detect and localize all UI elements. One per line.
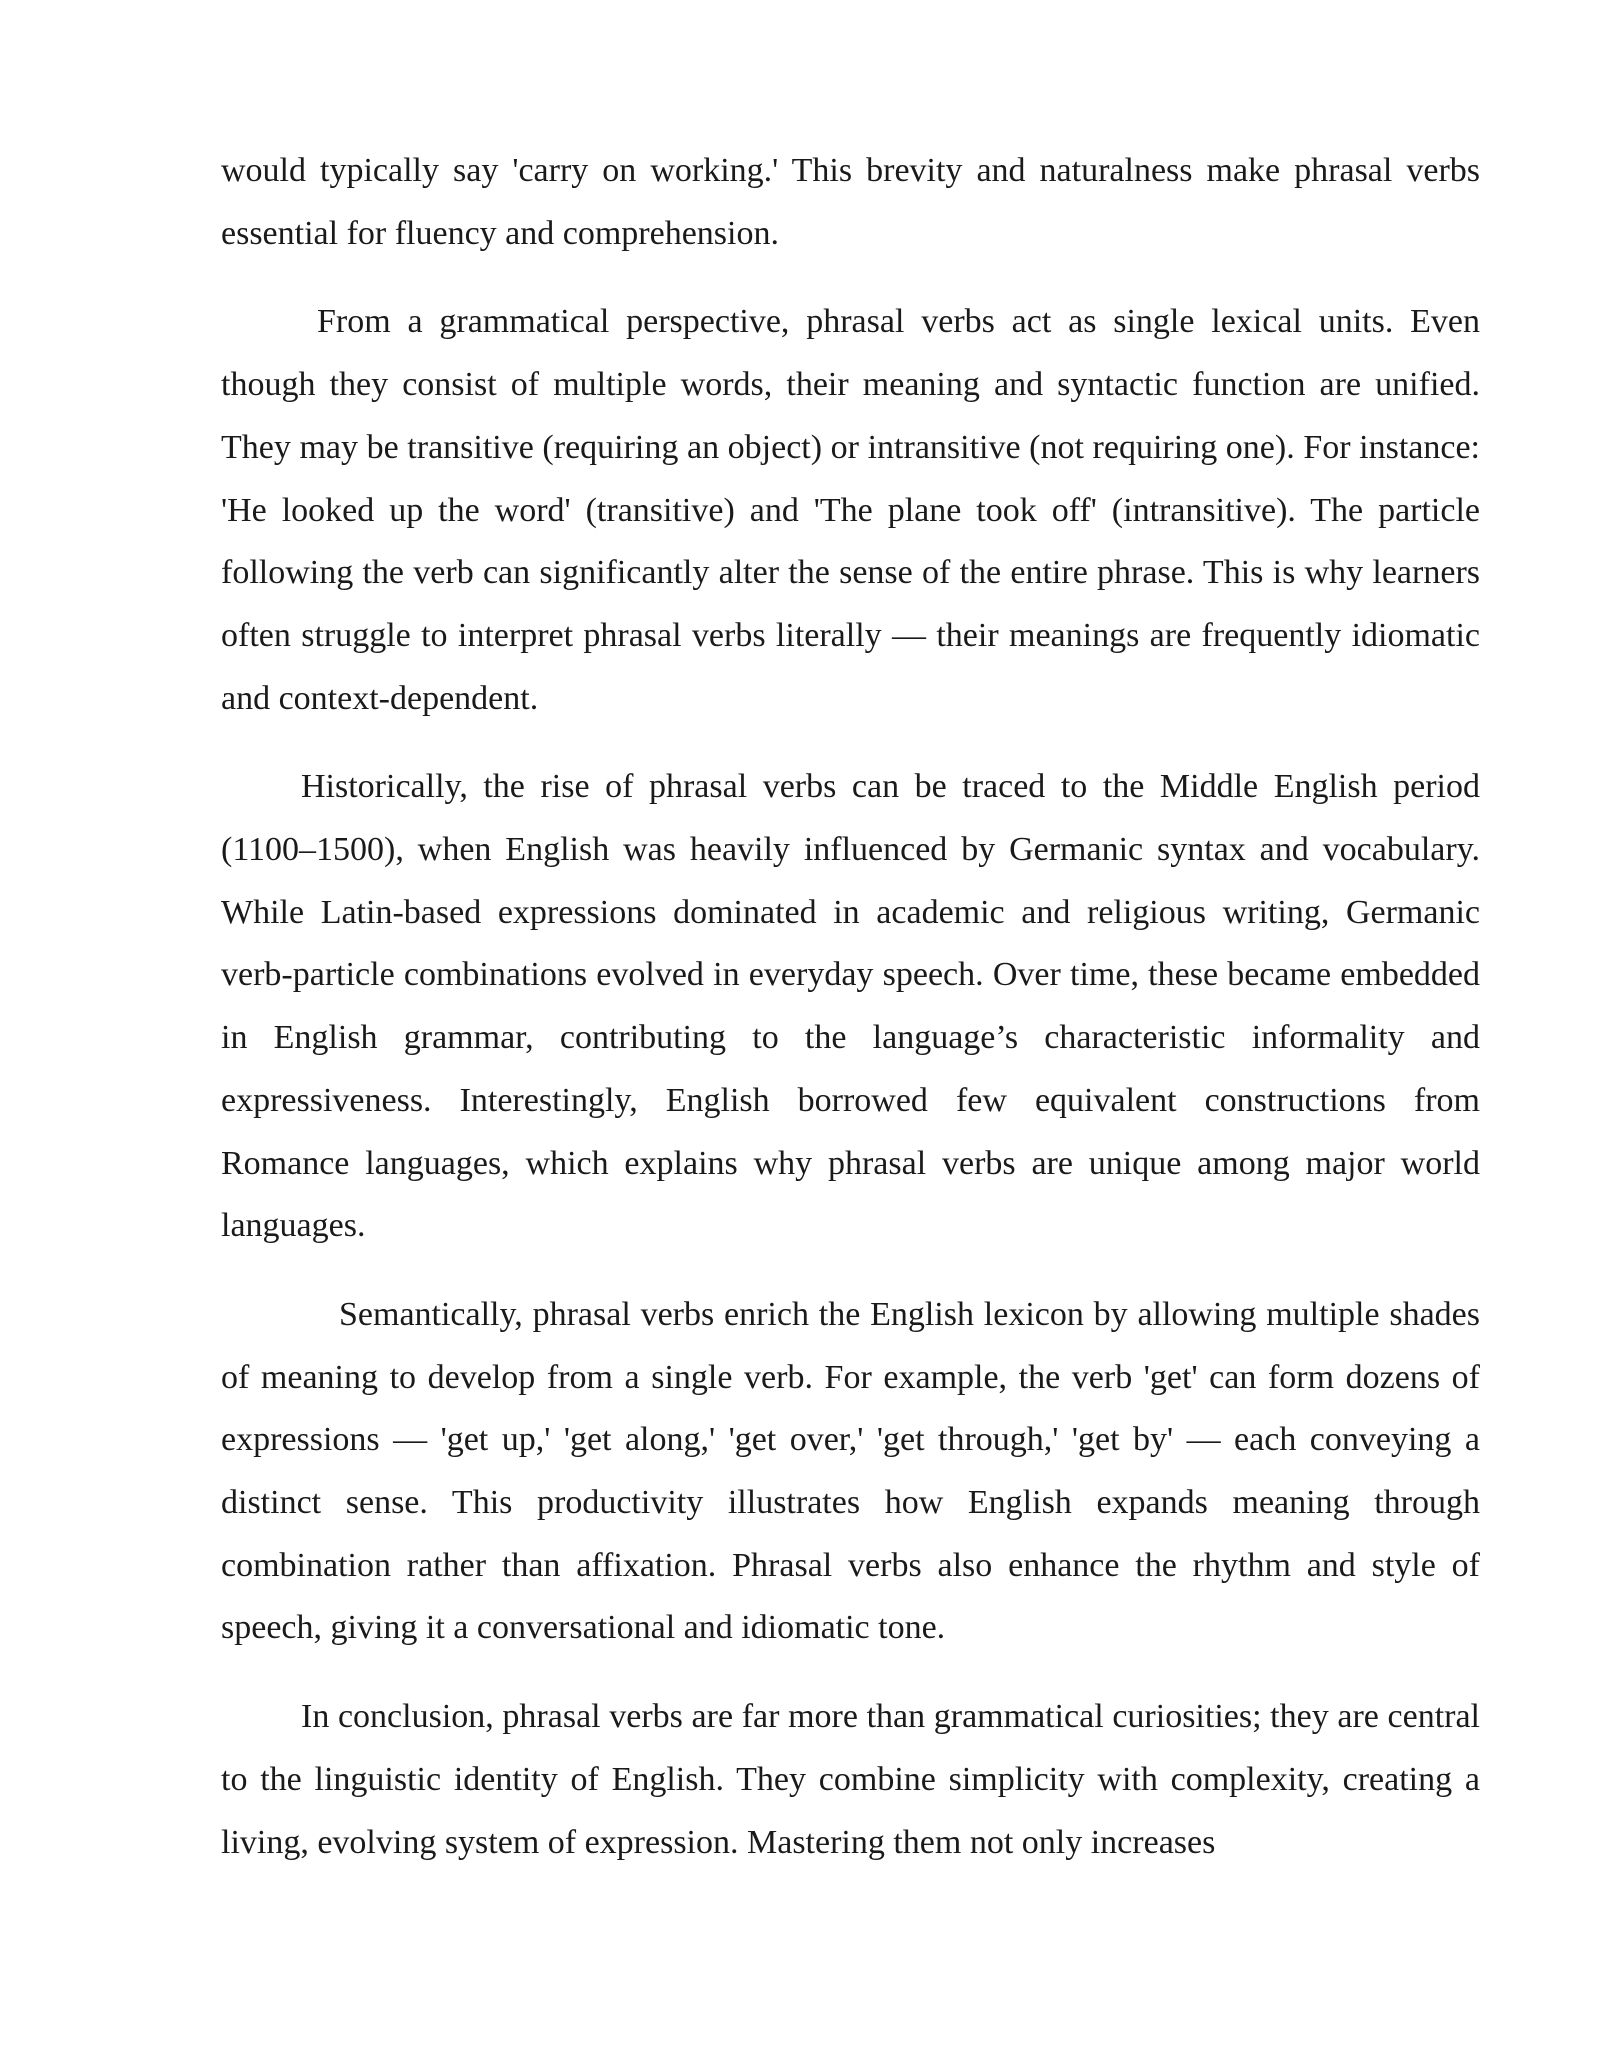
paragraph-grammatical-perspective: From a grammatical perspective, phrasal verbs act as single lexical units. Even though they consist of multiple words, their meaning and syntactic function are unified. They may be transitive (requiring an object) or intransitive (not requiring one). For instance: 'He looked up the word' (transitive) and 'The plane took off' (intransitive). The particle following the verb can significantly alter the sense of the entire phrase. This is why learners often struggle to interpret phrasal verbs literally — their meanings are frequently idiomatic and context-dependent. (221, 303, 1480, 717)
paragraph-historical: Historically, the rise of phrasal verbs can be traced to the Middle English period (1100–1500), when English was heavily influenced by Germanic syntax and vocabulary. While Latin-based expressions dominated in academic and religious writing, Germanic verb-particle combinations evolved in everyday speech. Over time, these became embedded in English grammar, contributing to the language’s characteristic informality and expressiveness. Interestingly, English borrowed few equivalent constructions from Romance languages, which explains why phrasal verbs are unique among major world languages. (221, 768, 1480, 1245)
paragraph-semantic: Semantically, phrasal verbs enrich the English lexicon by allowing multiple shades of meaning to develop from a single verb. For example, the verb 'get' can form dozens of expressions — 'get up,' 'get along,' 'get over,' 'get through,' 'get by' — each conveying a distinct sense. This productivity illustrates how English expands meaning through combination rather than affixation. Phrasal verbs also enhance the rhythm and style of speech, giving it a conversational and idiomatic tone. (221, 1295, 1480, 1647)
document-body (221, 140, 1480, 1900)
paragraph-continuation: would typically say 'carry on working.' This brevity and naturalness make phrasal verbs essential for fluency and comprehension. (221, 152, 1480, 252)
paragraph-conclusion: In conclusion, phrasal verbs are far more than grammatical curiosities; they are central to the linguistic identity of English. They combine simplicity with complexity, creating a living, evolving system of expression. Mastering them not only increases (221, 1698, 1480, 1861)
